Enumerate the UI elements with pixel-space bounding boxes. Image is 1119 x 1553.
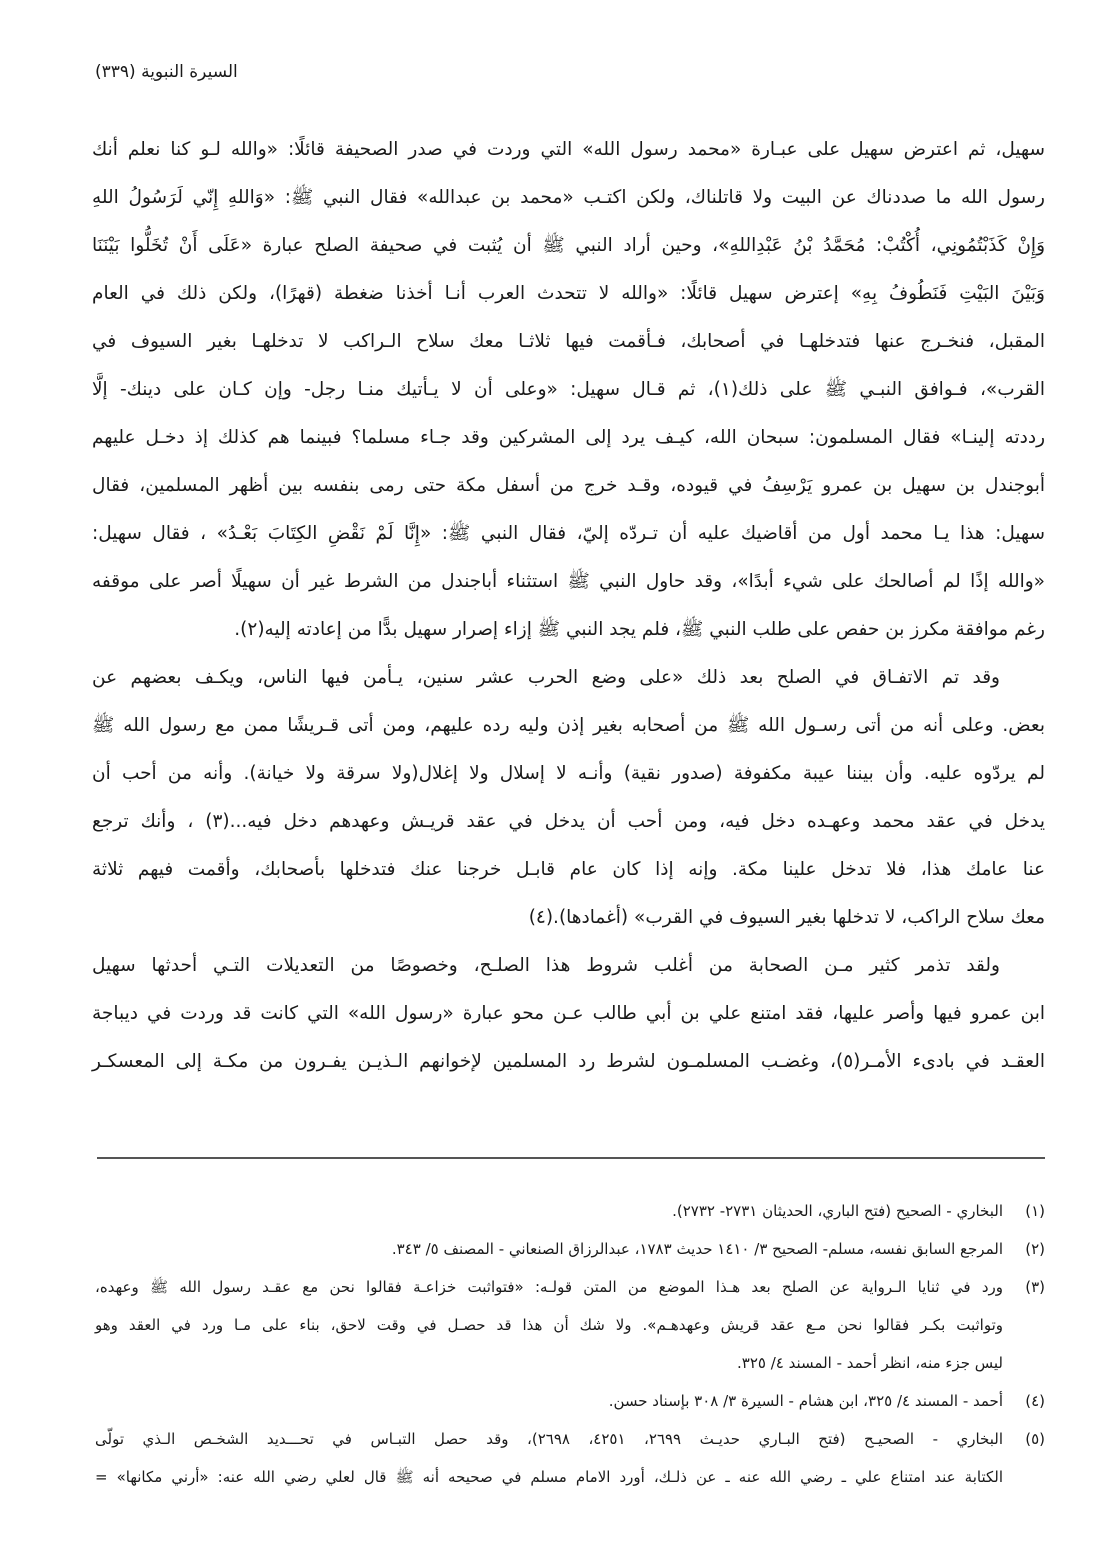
text-line: عنا عامك هذا، فلا تدخل علينا مكة. وإنه إذا كان عام قابـل خرجنا عنك فتدخلها بأصحابك، وأقمت فيهم ثلاثة: [92, 859, 1045, 880]
text-line: وقد تم الاتفـاق في الصلح بعد ذلك «على وضع الحرب عشر سنين، يـأمن فيها الناس، ويكـف بعضهم عن: [92, 667, 1000, 688]
footnote-number: (٥): [1025, 1430, 1045, 1448]
footnote-divider: [97, 1157, 1045, 1159]
text-line: ابن عمرو فيها وأصر عليها، فقد امتنع علي بن أبي طالب عـن محو عبارة «رسول الله» التي كانت قد وردت في ديباجة: [92, 1003, 1045, 1024]
footnote: [95, 1268, 1045, 1382]
main-text: [92, 126, 1045, 1086]
footnote-text: أحمد - المسند ٤/ ٣٢٥، ابن هشام - السيرة ٣/ ٣٠٨ بإسناد حسن.: [608, 1392, 1003, 1410]
footnote-number: (١): [1025, 1202, 1045, 1220]
text-line: سهيل، ثم اعترض سهيل على عبـارة «محمد رسول الله» التي وردت في صدر الصحيفة قائلًا: «والله لـو كنا نعلم أنك: [92, 139, 1045, 160]
text-line: ولقد تذمر كثير مـن الصحابة من أغلب شروط هذا الصلـح، وخصوصًا من التعديلات التـي أحدثها سهيل: [92, 955, 1000, 976]
text-line: بعض. وعلى أنه من أتى رسـول الله ﷺ من أصحابه بغير إذن وليه رده عليهم، ومن أتى قـريشًا ممن مع رسول الله ﷺ: [92, 715, 1045, 736]
text-line: القرب»، فـوافق النبـي ﷺ على ذلك(١)، ثم قـال سهيل: «وعلى أن لا يـأتيك منـا رجل- وإن كـان على دينك- إلَّا: [92, 379, 1045, 400]
footnote-text: الكتابة عند امتناع علي ـ رضي الله عنه ـ عن ذلـك، أورد الامام مسلم في صحيحه أنه ﷺ قال لعلي رضي الله عنه: «أرني مكانها» =: [95, 1468, 1003, 1486]
text-line: رغم موافقة مكرز بن حفص على طلب النبي ﷺ، فلم يجد النبي ﷺ إزاء إصرار سهيل بدًّا من إعادته إليه(٢).: [234, 619, 1045, 640]
text-line: سهيل: هذا يـا محمد أول من أقاضيك عليه أن تـردّه إليّ، فقال النبي ﷺ: «إِنَّا لَمْ نَقْضِ الكِتَابَ بَعْـدُ» ، فقال سهيل:: [92, 523, 1045, 544]
text-line: «والله إذًا لم أصالحك على شيء أبدًا»، وقد حاول النبي ﷺ استثناء أباجندل من الشرط غير أن سهيلًا أصر على موقفه: [92, 571, 1045, 592]
footnote: [95, 1382, 1045, 1420]
running-header: السيرة النبوية (٣٣٩): [95, 62, 238, 82]
text-line: رسول الله ما صددناك عن البيت ولا قاتلناك، ولكن اكتـب «محمد بن عبدالله» فقال النبي ﷺ: «وَاللهِ إِنّي لَرَسُولُ اللهِ: [92, 187, 1045, 208]
footnote-text: البخاري - الصحيح (فتح الباري، الحديثان ٢٧٣١- ٢٧٣٢).: [672, 1202, 1003, 1220]
text-line: وَإِنْ كَذَبْتُمُونِي، أُكْتُبْ: مُحَمَّدُ بْنُ عَبْدِاللهِ»، وحين أراد النبي ﷺ أن يُثبت في صحيفة الصلح عبارة «عَلَى أَنْ تُخَلُّوا بَيْنَنَا: [92, 235, 1045, 256]
text-line: يدخل في عقد محمد وعهـده دخل فيه، ومن أحب أن يدخل في عقد قريـش وعهدهم دخل فيه...(٣) ، وأنك ترجع: [92, 811, 1045, 832]
footnote: [95, 1192, 1045, 1230]
text-line: رددته إلينـا» فقال المسلمون: سبحان الله، كيـف يرد إلى المشركين وقد جـاء مسلما؟ فبينما هم كذلك إذ دخـل عليهم: [92, 427, 1045, 448]
footnote-number: (٤): [1025, 1392, 1045, 1410]
text-line: العقـد في بادىء الأمـر(٥)، وغضـب المسلمـون لشرط رد المسلمين لإخوانهم الـذيـن يفـرون من مكـة إلى المعسكـر: [92, 1051, 1045, 1072]
text-line: لم يردّوه عليه. وأن بيننا عيبة مكفوفة (صدور نقية) وأنـه لا إسلال ولا إغلال(ولا سرقة ولا خيانة). وأنه من أحب أن: [92, 763, 1045, 784]
footnote-text: ورد في ثنايا الـرواية عن الصلح بعد هـذا الموضع من المتن قولـه: «فتواثبت خزاعـة فقالوا نحن مع عقـد رسول الله ﷺ وعهده،: [95, 1278, 1003, 1296]
footnote-text: البخاري - الصحيـح (فتح البـاري حديـث ٢٦٩٩، ٤٢٥١، ٢٦٩٨)، وقد حصل التبـاس في تحـــديد الشخـص الـذي تولّى: [95, 1430, 1004, 1448]
text-line: المقبل، فنخـرج عنها فتدخلهـا في أصحابك، فـأقمت فيها ثلاثـا معك سلاح الـراكب لا تدخلهـا بغير السيوف في: [92, 331, 1045, 352]
footnote-number: (٣): [1025, 1278, 1045, 1296]
footnote: [95, 1230, 1045, 1268]
text-line: أبوجندل بن سهيل بن عمرو يَرْسِفُ في قيوده، وقـد خرج من أسفل مكة حتى رمى بنفسه بين أظهر المسلمين، فقال: [92, 475, 1045, 496]
footnote-text: وتواثبت بكـر فقالوا نحن مـع عقد قريش وعهدهـم». ولا شك أن هذا قد حصـل في وقت لاحق، بناء على مـا ورد في العقد وهو: [95, 1316, 1003, 1334]
text-line: وَبَيْنَ البَيْتِ فَنَطُوفُ بِهِ» إعترض سهيل قائلًا: «والله لا تتحدث العرب أنـا أخذنا ضغطة (قهرًا)، ولكن ذلك في العام: [92, 283, 1045, 304]
footnote-text: المرجع السابق نفسه، مسلم- الصحيح ٣/ ١٤١٠ حديث ١٧٨٣، عبدالرزاق الصنعاني - المصنف ٥/ ٣٤٣.: [391, 1240, 1003, 1258]
footnote: [95, 1420, 1045, 1496]
footnote-number: (٢): [1025, 1240, 1045, 1258]
footnote-text: ليس جزء منه، انظر أحمد - المسند ٤/ ٣٢٥.: [737, 1354, 1003, 1372]
footnotes: [95, 1192, 1045, 1496]
text-line: معك سلاح الراكب، لا تدخلها بغير السيوف في القرب» (أغمادها).(٤): [528, 907, 1045, 928]
